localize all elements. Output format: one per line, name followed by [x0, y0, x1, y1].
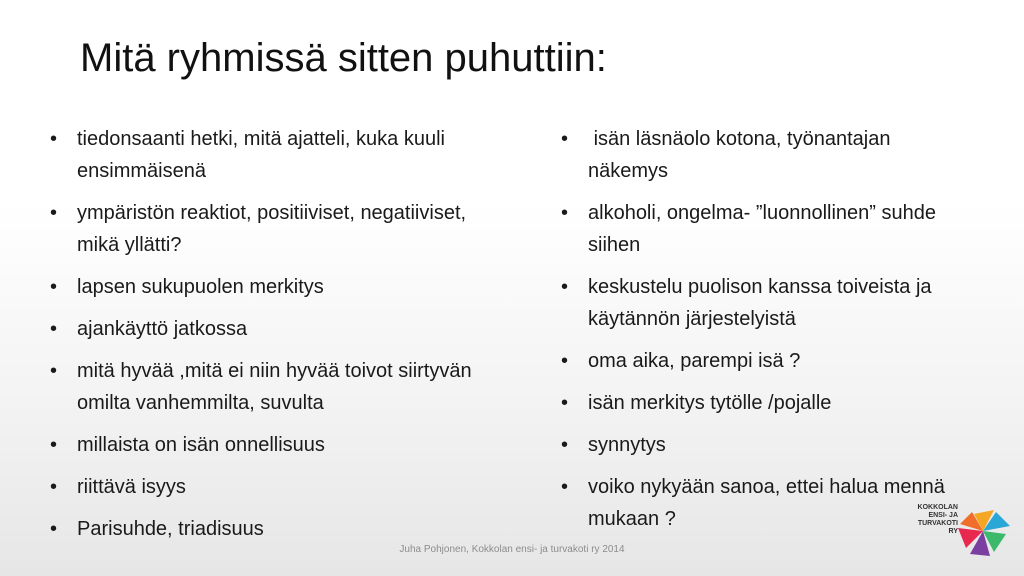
slide-title: Mitä ryhmissä sitten puhuttiin:: [80, 36, 607, 80]
list-item: [559, 197, 959, 261]
list-item: [559, 429, 959, 461]
bullet-icon: •: [50, 276, 58, 298]
logo-line: TURVAKOTI RY: [917, 520, 958, 535]
list-item-text: millaista on isän onnellisuus: [77, 434, 325, 456]
list-item: [559, 271, 959, 335]
logo-line: KOKKOLAN: [917, 504, 958, 511]
right-bullet-list: [559, 123, 959, 535]
list-item-text: isän läsnäolo kotona, työnantajan näkemys: [588, 128, 897, 182]
bullet-icon: •: [561, 476, 569, 498]
list-item: [48, 313, 488, 345]
logo-line: ENSI- JA: [928, 512, 958, 519]
list-item: [48, 355, 488, 419]
list-item: [559, 387, 959, 419]
list-item: [559, 123, 959, 187]
left-bullet-list: [48, 123, 488, 545]
list-item-text: voiko nykyään sanoa, ettei halua mennä mukaan ?: [588, 476, 945, 530]
pinwheel-logo-icon: [954, 500, 1012, 562]
list-item-text: keskustelu puolison kanssa toiveista ja käytännön järjestelyistä: [588, 276, 932, 330]
logo-text: [912, 504, 958, 536]
list-item: [48, 123, 488, 187]
list-item-text: isän merkitys tytölle /pojalle: [588, 392, 832, 414]
list-item-text: ympäristön reaktiot, positiiviset, negatiiviset, mikä yllätti?: [77, 202, 467, 256]
right-column: [559, 123, 959, 545]
list-item-text: synnytys: [588, 434, 666, 456]
bullet-icon: •: [561, 128, 569, 150]
list-item-text: ajankäyttö jatkossa: [77, 318, 248, 340]
list-item: [559, 345, 959, 377]
bullet-icon: •: [561, 434, 569, 456]
bullet-icon: •: [561, 350, 569, 372]
bullet-icon: •: [561, 276, 569, 298]
list-item-text: oma aika, parempi isä ?: [588, 350, 801, 372]
organization-logo: [912, 500, 1012, 562]
list-item: [48, 513, 488, 545]
list-item-text: alkoholi, ongelma- ”luonnollinen” suhde siihen: [588, 202, 936, 256]
list-item-text: mitä hyvää ,mitä ei niin hyvää toivot siirtyvän omilta vanhemmilta, suvulta: [77, 360, 472, 414]
slide-footer: Juha Pohjonen, Kokkolan ensi- ja turvakoti ry 2014: [399, 544, 625, 555]
list-item-text: lapsen sukupuolen merkitys: [77, 276, 324, 298]
list-item-text: tiedonsaanti hetki, mitä ajatteli, kuka kuuli ensimmäisenä: [77, 128, 445, 182]
bullet-icon: •: [50, 434, 58, 456]
list-item: [48, 197, 488, 261]
bullet-icon: •: [50, 202, 58, 224]
list-item: [48, 271, 488, 303]
bullet-icon: •: [50, 318, 58, 340]
list-item: [48, 471, 488, 503]
list-item: [48, 429, 488, 461]
bullet-icon: •: [561, 392, 569, 414]
bullet-icon: •: [561, 202, 569, 224]
list-item-text: riittävä isyys: [77, 476, 186, 498]
bullet-icon: •: [50, 360, 58, 382]
bullet-icon: •: [50, 476, 58, 498]
list-item: [559, 471, 959, 535]
bullet-icon: •: [50, 128, 58, 150]
left-column: [48, 123, 488, 555]
bullet-icon: •: [50, 518, 58, 540]
list-item-text: Parisuhde, triadisuus: [77, 518, 264, 540]
